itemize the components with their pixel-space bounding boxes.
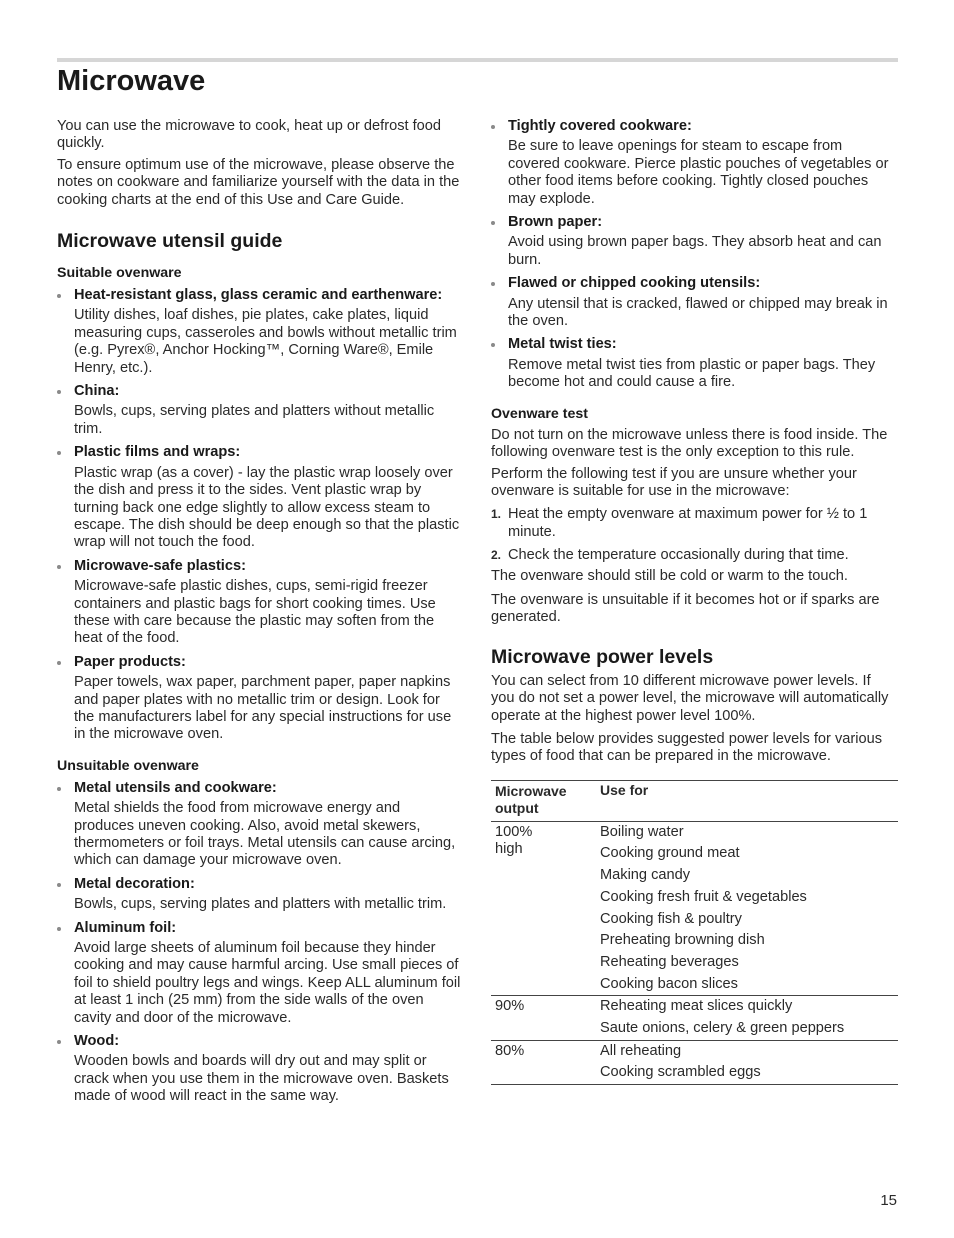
list-item [57, 383, 462, 438]
subheading-suitable: Suitable ovenware [57, 265, 182, 282]
use-item: Cooking fish & poultry [600, 910, 742, 927]
bullet-icon [491, 343, 495, 347]
list-item [57, 780, 462, 870]
page-title: Microwave [57, 65, 206, 97]
list-item [491, 275, 896, 330]
subheading-unsuitable: Unsuitable ovenware [57, 757, 199, 774]
step-item [491, 547, 896, 564]
use-item: Cooking bacon slices [600, 975, 738, 992]
bullet-icon [57, 927, 61, 931]
ovenware-test-result: The ovenware should still be cold or warm to the touch. [491, 567, 848, 584]
step-number: 1. [491, 507, 502, 522]
power-levels-table [491, 780, 898, 1085]
item-title: Heat-resistant glass, glass ceramic and earthenware: [74, 287, 443, 304]
subheading-ovenware-test: Ovenware test [491, 405, 588, 422]
output-value: 100% [495, 823, 533, 840]
use-item: Preheating browning dish [600, 932, 765, 949]
list-item [57, 654, 462, 744]
use-item: Reheating beverages [600, 953, 739, 970]
section-heading-utensil-guide: Microwave utensil guide [57, 230, 283, 253]
ovenware-test-paragraph: Perform the following test if you are unsure whether your ovenware is suitable for use in the microwave: [491, 465, 857, 499]
power-levels-paragraph: You can select from 10 different microwave power levels. If you do not set a power level, the microwave will automatically operate at the highest power level 100%. [491, 672, 889, 724]
item-title: Metal decoration: [74, 875, 195, 892]
page-number: 15 [880, 1192, 897, 1209]
unsuitable-list-left [57, 780, 462, 1106]
step-item [491, 506, 896, 541]
use-for-cell [596, 1040, 898, 1084]
top-rule [57, 58, 898, 62]
unsuitable-list-right [491, 118, 896, 392]
ovenware-test-result: The ovenware is unsuitable if it becomes hot or if sparks are generated. [491, 591, 880, 626]
list-item [57, 558, 462, 648]
step-text: Heat the empty ovenware at maximum power for ½ to 1 minute. [508, 506, 868, 540]
section-heading-power-levels: Microwave power levels [491, 645, 714, 668]
bullet-icon [491, 221, 495, 225]
use-item: Making candy [600, 867, 691, 884]
item-title: Aluminum foil: [74, 919, 177, 936]
item-body: Bowls, cups, serving plates and platters with metallic trim. [74, 896, 447, 913]
use-item: Cooking scrambled eggs [600, 1064, 761, 1081]
list-item [491, 336, 896, 391]
use-item: Reheating meat slices quickly [600, 998, 793, 1015]
table-header-row [491, 780, 898, 821]
output-value: 90% [495, 998, 525, 1015]
bullet-icon [491, 125, 495, 129]
bullet-icon [57, 451, 61, 455]
use-item: Boiling water [600, 823, 684, 840]
intro-paragraph: To ensure optimum use of the microwave, please observe the notes on cookware and familiarize yourself with the data in the cooking charts at the end of this Use and Care Guide. [57, 156, 460, 208]
item-body: Avoid using brown paper bags. They absorb heat and can burn. [508, 234, 882, 268]
bullet-icon [57, 883, 61, 887]
suitable-list [57, 287, 462, 744]
column-header-output: Microwave output [491, 780, 596, 821]
ovenware-test-paragraph: Do not turn on the microwave unless there is food inside. The following ovenware test is the only exception to this rule. [491, 426, 888, 461]
item-body: Plastic wrap (as a cover) - lay the plastic wrap loosely over the dish and press it to the sides. Vent plastic wrap by turning back one edge slightly to allow excess steam to escape. The dish should be deep enough so that the plastic wrap will not touch the food. [74, 464, 460, 551]
item-body: Utility dishes, loaf dishes, pie plates, cake plates, liquid measuring cups, casseroles and bowls without metallic trim (e.g. Pyrex®, Anchor Hocking™, Corning Ware®, Emile Henry, etc.). [74, 307, 457, 376]
table-row [491, 1040, 898, 1084]
right-column [491, 118, 896, 1085]
bullet-icon [57, 661, 61, 665]
output-value: 80% [495, 1042, 525, 1059]
ovenware-test-steps [491, 506, 896, 564]
item-body: Metal shields the food from microwave energy and produces uneven cooking. Also, avoid metal skewers, thermometers or foil trays. Metal utensils can cause arcing, which can damage your microwave oven. [74, 800, 456, 869]
item-title: Plastic films and wraps: [74, 444, 241, 461]
item-title: Paper products: [74, 653, 186, 670]
item-body: Any utensil that is cracked, flawed or chipped may break in the oven. [508, 295, 888, 330]
list-item [57, 920, 462, 1027]
item-title: Brown paper: [508, 214, 603, 231]
use-item: Cooking fresh fruit & vegetables [600, 888, 807, 905]
list-item [491, 214, 896, 269]
step-text: Check the temperature occasionally during that time. [508, 547, 849, 564]
list-item [57, 444, 462, 551]
bullet-icon [491, 282, 495, 286]
use-for-cell [596, 821, 898, 996]
output-cell [491, 821, 596, 996]
item-body: Paper towels, wax paper, parchment paper, paper napkins and paper plates with no metallic trim or design. Look for the manufacturers label for any special instructions for use in the microwave oven. [74, 674, 452, 743]
item-title: Metal utensils and cookware: [74, 779, 277, 796]
use-for-cell [596, 996, 898, 1040]
bullet-icon [57, 390, 61, 394]
item-title: Wood: [74, 1033, 120, 1050]
power-levels-paragraph: The table below provides suggested power levels for various types of food that can be prepared in the microwave. [491, 730, 883, 765]
column-header-use-for: Use for [596, 780, 898, 821]
output-cell [491, 1040, 596, 1084]
item-body: Wooden bowls and boards will dry out and may split or crack when you use them in the microwave oven. Baskets made of wood will react in the same way. [74, 1053, 449, 1105]
table-row [491, 996, 898, 1040]
list-item [57, 287, 462, 377]
bullet-icon [57, 787, 61, 791]
output-label: high [495, 840, 523, 857]
item-title: Flawed or chipped cooking utensils: [508, 275, 761, 292]
item-body: Bowls, cups, serving plates and platters without metallic trim. [74, 403, 435, 437]
item-title: Metal twist ties: [508, 336, 617, 353]
step-number: 2. [491, 548, 502, 563]
list-item [491, 118, 896, 208]
item-body: Remove metal twist ties from plastic or paper bags. They become hot and could cause a fire. [508, 356, 876, 391]
left-column [57, 118, 462, 1112]
list-item [57, 876, 462, 914]
bullet-icon [57, 1040, 61, 1044]
use-item: Cooking ground meat [600, 845, 740, 862]
item-body: Microwave-safe plastic dishes, cups, semi-rigid freezer containers and plastic bags for short cooking times. Use these with care because the plastic may soften from the heat of the food. [74, 578, 436, 647]
use-item: Saute onions, celery & green peppers [600, 1019, 845, 1036]
item-title: China: [74, 383, 120, 400]
use-item: All reheating [600, 1042, 682, 1059]
item-title: Microwave-safe plastics: [74, 557, 246, 574]
list-item [57, 1033, 462, 1106]
item-title: Tightly covered cookware: [508, 118, 692, 134]
bullet-icon [57, 565, 61, 569]
item-body: Avoid large sheets of aluminum foil because they hinder cooking and may cause harmful arcing. Use small pieces of foil to shield poultry legs and wings. Keep ALL aluminum foil at least 1 inch (25 mm) from the side walls of the oven cavity and door of the microwave. [74, 940, 461, 1026]
table-row [491, 821, 898, 996]
output-cell [491, 996, 596, 1040]
item-body: Be sure to leave openings for steam to escape from covered cookware. Pierce plastic pouches of vegetables or other food items before cooking. Tightly closed pouches may explode. [508, 138, 889, 207]
intro-paragraph: You can use the microwave to cook, heat up or defrost food quickly. [57, 118, 441, 152]
bullet-icon [57, 294, 61, 298]
